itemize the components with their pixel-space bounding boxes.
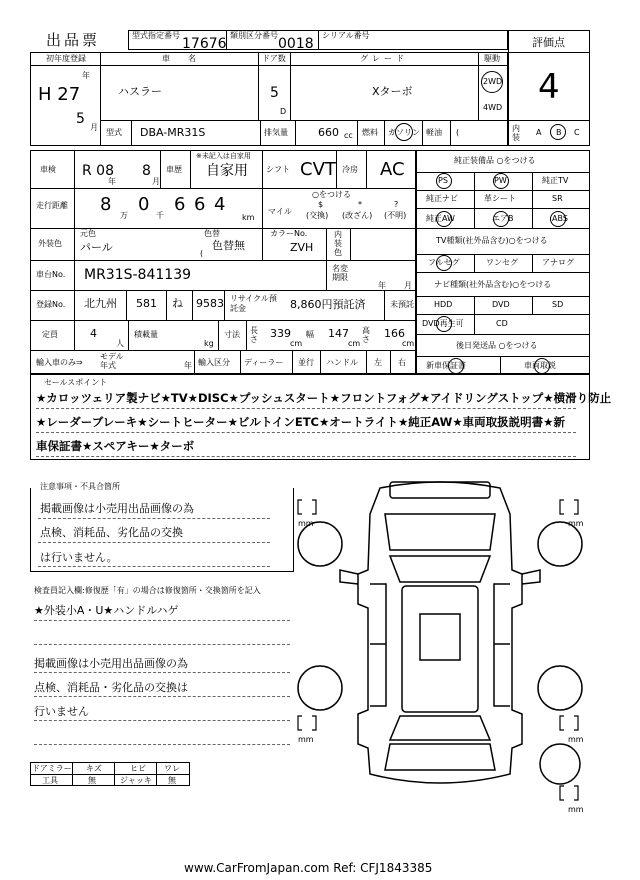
tire-front-left [298, 519, 342, 566]
sales-line-2: ★レーダーブレーキ★シートヒーター★ビルトインETC★オートライト★純正AW★車両取扱説明書★新 [36, 415, 565, 429]
shaken-month: 8 [142, 163, 151, 179]
month-unit: 月 [90, 123, 98, 132]
name-change-month: 月 [404, 281, 412, 290]
model-value: DBA-MR31S [140, 126, 206, 139]
doors-value: 5 [270, 85, 279, 101]
notes-label: 注意事項・不具合箇所 [40, 482, 120, 491]
navi-type-title: ナビ種類(社外品含む)○をつける [434, 280, 552, 289]
tv-fullseg-circle [436, 255, 452, 271]
footer-reference: www.CarFromJapan.com Ref: CFJ1843385 [184, 861, 433, 875]
mm-front-right: mm [568, 519, 584, 528]
mileage-digit-2: 0 [138, 194, 150, 215]
length-value: 339 [270, 327, 291, 340]
import-label: 輸入車のみ⇒ [36, 358, 83, 367]
grade-label: グレード [360, 54, 408, 63]
class-number: 0018 [278, 36, 314, 52]
equipment-title: 純正装備品 ○をつける [454, 156, 536, 165]
sunroof-area [420, 614, 460, 660]
windshield [390, 556, 490, 582]
shaken-year-unit: 年 [108, 177, 116, 186]
equip-pw: PW [494, 176, 507, 185]
reg-class-number: 581 [136, 297, 157, 310]
tv-fullseg: フルセグ [428, 258, 460, 267]
year-unit: 年 [82, 71, 90, 80]
navi-dvd-play: DVD再生可 [422, 319, 464, 328]
legend-door-mirror: ドアミラー [32, 764, 72, 773]
original-color-label: 元色 [80, 229, 96, 238]
height-unit: cm [402, 339, 415, 348]
color-label: 外装色 [38, 239, 62, 248]
dollar-mark: $ [318, 200, 324, 209]
km-unit: km [242, 213, 255, 222]
interior-label: 内装 [512, 124, 520, 142]
roof [402, 586, 478, 712]
later-manual-circle [534, 358, 550, 374]
equip-navi: 純正ナビ [426, 194, 458, 203]
legend-tools: 工具 [42, 776, 58, 785]
width-label: 幅 [306, 330, 314, 339]
later-warranty-circle [448, 358, 464, 374]
first-reg-month: 5 [76, 111, 85, 127]
navi-hdd: HDD [434, 300, 453, 309]
doors-label: ドア数 [262, 54, 286, 63]
legend-jack-value: 無 [168, 776, 176, 785]
interior-color-label: 内装色 [334, 230, 342, 257]
car-body-outline [358, 482, 522, 783]
handle-left: 左 [374, 358, 382, 367]
chassis-value: MR31S-841139 [84, 267, 192, 283]
car-damage-diagram [290, 474, 590, 814]
tv-oneseg: ワンセグ [486, 258, 518, 267]
length-unit: cm [290, 339, 303, 348]
displacement-value: 660 [318, 126, 339, 139]
shaken-label: 車検 [40, 165, 56, 174]
capacity-unit: 人 [116, 339, 124, 348]
grade-value: Xターボ [372, 85, 413, 98]
kaizan-mark: * [358, 200, 362, 209]
fuel-paren: ( [456, 128, 460, 137]
navi-sd: SD [552, 300, 564, 309]
length-label: 長さ [250, 326, 258, 344]
sales-line-3: 車保証書★スペアキー★ターボ [36, 439, 195, 453]
model-year-label: モデル年式 [100, 352, 124, 370]
reg-number: 9583 [196, 297, 224, 310]
equip-pw-circle [493, 173, 509, 189]
repaint-paren: ( [200, 249, 204, 258]
notes-line-1: 掲載画像は小売用出品画像の為 [40, 502, 194, 515]
serial-label: シリアル番号 [322, 31, 370, 40]
type-number: 17676 [182, 36, 227, 52]
later-items-title: 後日発送品 ○をつける [456, 341, 538, 350]
use-label: 車歴 [166, 165, 182, 174]
left-mirror [340, 570, 358, 584]
tv-type-title: TV種類(社外品含む)○をつける [436, 236, 548, 245]
door-type: D [280, 107, 287, 116]
drive-2wd: 2WD [483, 77, 503, 86]
inspector-label: 検査員記入欄:修復歴「有」の場合は修復箇所・交換箇所を記入 [34, 586, 261, 595]
hood [385, 514, 495, 550]
drive-4wd: 4WD [483, 103, 503, 112]
width-value: 147 [328, 327, 349, 340]
notes-line-2: 点検、消耗品、劣化品の交換 [40, 526, 183, 539]
mile-label: マイル [268, 207, 292, 216]
ac-label: 冷房 [342, 165, 358, 174]
repaint-value: 色替無 [212, 239, 245, 252]
rear-window [390, 716, 490, 740]
tv-analog: アナログ [542, 258, 574, 267]
equip-sr: SR [552, 194, 563, 203]
equip-abs: ABS [552, 214, 568, 223]
original-color-value: パール [80, 241, 113, 254]
tire-rear-right [538, 666, 582, 710]
name-change-year: 年 [378, 281, 386, 290]
equip-aw: 純正AW [426, 214, 455, 223]
unknown-label: (不明) [384, 211, 407, 220]
right-mirror [522, 570, 540, 584]
mm-front-left: mm [298, 519, 314, 528]
score-value: 4 [538, 67, 560, 107]
shaken-value: R 08 [82, 163, 114, 179]
displacement-label: 排気量 [264, 128, 288, 137]
handle-label: ハンドル [326, 358, 358, 367]
color-no-value: ZVH [290, 241, 314, 254]
import-category-label: 輸入区分 [198, 358, 230, 367]
tire-spare [540, 744, 580, 784]
model-label: 型式 [106, 128, 122, 137]
drive-label: 駆動 [484, 54, 500, 63]
mileage-digit-3: 6 [174, 194, 186, 215]
recycle-value: 8,860円預託済 [290, 298, 366, 311]
fuel-diesel: 軽油 [426, 128, 442, 137]
repaint-label: 色替 [204, 229, 220, 238]
exchange-label: (交換) [306, 211, 329, 220]
parallel-label: 並行 [298, 358, 314, 367]
dims-label: 寸法 [224, 330, 240, 339]
inspector-line-3: 点検、消耗品・劣化品の交換は [34, 681, 188, 694]
equip-leather: 革シート [484, 194, 516, 203]
dealer-label: ディーラー [244, 358, 284, 367]
equip-ps-circle [436, 173, 452, 189]
equip-tv: 純正TV [542, 176, 569, 185]
use-note: ※未記入は自家用 [196, 152, 251, 160]
mileage-digit-5: 4 [214, 194, 226, 215]
fuel-label: 燃料 [362, 128, 378, 137]
interior-b-circle [550, 124, 566, 140]
question-mark: ? [394, 200, 399, 209]
sales-line-1: ★カロッツェリア製ナビ★TV★DISC★プッシュスタート★フロントフォグ★アイドリングストップ★横滑り防止 [36, 391, 612, 405]
mileage-man-unit: 万 [120, 211, 128, 220]
use-value: 自家用 [206, 163, 248, 179]
later-manual: 車両取説 [524, 361, 556, 370]
equip-ps: PS [438, 176, 448, 185]
ac-value: AC [380, 159, 405, 180]
inspector-line-4: 行いません [34, 705, 89, 718]
kaizan-label: (改ざん) [342, 211, 373, 220]
cc-unit: cc [344, 131, 353, 140]
interior-a: A [536, 128, 542, 137]
mile-mark-note: ○をつける [312, 190, 351, 199]
interior-c: C [574, 128, 580, 137]
mm-rear-left: mm [298, 735, 314, 744]
legend-crack: ヒビ [130, 764, 146, 773]
reg-kana: ね [172, 297, 183, 310]
mileage-digit-4: 6 [194, 194, 206, 215]
shaken-month-unit: 月 [152, 177, 160, 186]
interior-b: B [556, 128, 562, 137]
shift-label: シフト [266, 165, 290, 174]
model-year-unit: 年 [184, 361, 192, 370]
later-warranty: 新車保証書 [426, 361, 466, 370]
navi-dvd: DVD [492, 300, 510, 309]
notes-line-3: は行いません。 [40, 551, 118, 564]
recycle-label: リサイクル預託金 [230, 294, 277, 313]
width-unit: cm [348, 339, 361, 348]
load-unit: kg [204, 339, 214, 348]
equip-abs-circle [550, 211, 566, 227]
shift-value: CVT [300, 159, 336, 180]
class-label: 類別区分番号 [230, 31, 278, 40]
capacity-value: 4 [90, 327, 97, 340]
equip-airbag-circle [493, 211, 509, 227]
height-label: 高さ [362, 326, 370, 344]
navi-cd: CD [496, 319, 508, 328]
left-doors [370, 584, 386, 706]
reg-label: 登録No. [36, 300, 66, 309]
first-reg-era: H 27 [38, 84, 81, 105]
height-value: 166 [384, 327, 405, 340]
mm-spare: mm [568, 805, 584, 814]
reg-city: 北九州 [84, 297, 117, 310]
handle-right: 右 [398, 358, 406, 367]
first-reg-label: 初年度登録 [46, 54, 86, 63]
page-title: 出品票 [46, 31, 101, 49]
car-name-label: 車名 [162, 54, 214, 63]
chassis-label: 車台No. [36, 270, 66, 279]
legend-scratch: キズ [86, 764, 102, 773]
score-label: 評価点 [532, 36, 565, 49]
drive-2wd-circle [481, 71, 503, 93]
equip-aw-circle [436, 211, 452, 227]
tire-front-right [538, 519, 584, 566]
legend-jack: ジャッキ [120, 776, 152, 785]
legend-broken: ワレ [164, 764, 180, 773]
fuel-gasoline-circle [395, 123, 413, 141]
fuel-gasoline: ガソリン [388, 128, 420, 137]
inspector-line-2: 掲載画像は小売用出品画像の為 [34, 657, 188, 670]
recycle-unpaid: 未預託 [390, 300, 414, 309]
car-name: ハスラー [118, 85, 162, 98]
color-no-label: カラーNo. [270, 229, 308, 238]
mm-rear-right: mm [568, 735, 584, 744]
load-label: 積載量 [134, 330, 158, 339]
tire-rear-left [298, 666, 342, 710]
mileage-digit-1: 8 [100, 194, 112, 215]
inspector-line-1: ★外装小A・U★ハンドルハゲ [34, 604, 179, 617]
sales-points-label: セールスポイント [44, 378, 108, 387]
name-change-label: 名変期限 [332, 264, 348, 282]
capacity-label: 定員 [42, 330, 58, 339]
navi-dvd-play-circle [436, 316, 452, 332]
mileage-label: 走行距離 [36, 201, 68, 210]
equip-airbag: エアB [492, 214, 514, 223]
tailgate [385, 744, 495, 770]
right-doors [494, 584, 510, 706]
type-label: 型式指定番号 [132, 31, 180, 40]
legend-tools-value: 無 [88, 776, 96, 785]
mileage-sen-unit: 千 [156, 211, 164, 220]
